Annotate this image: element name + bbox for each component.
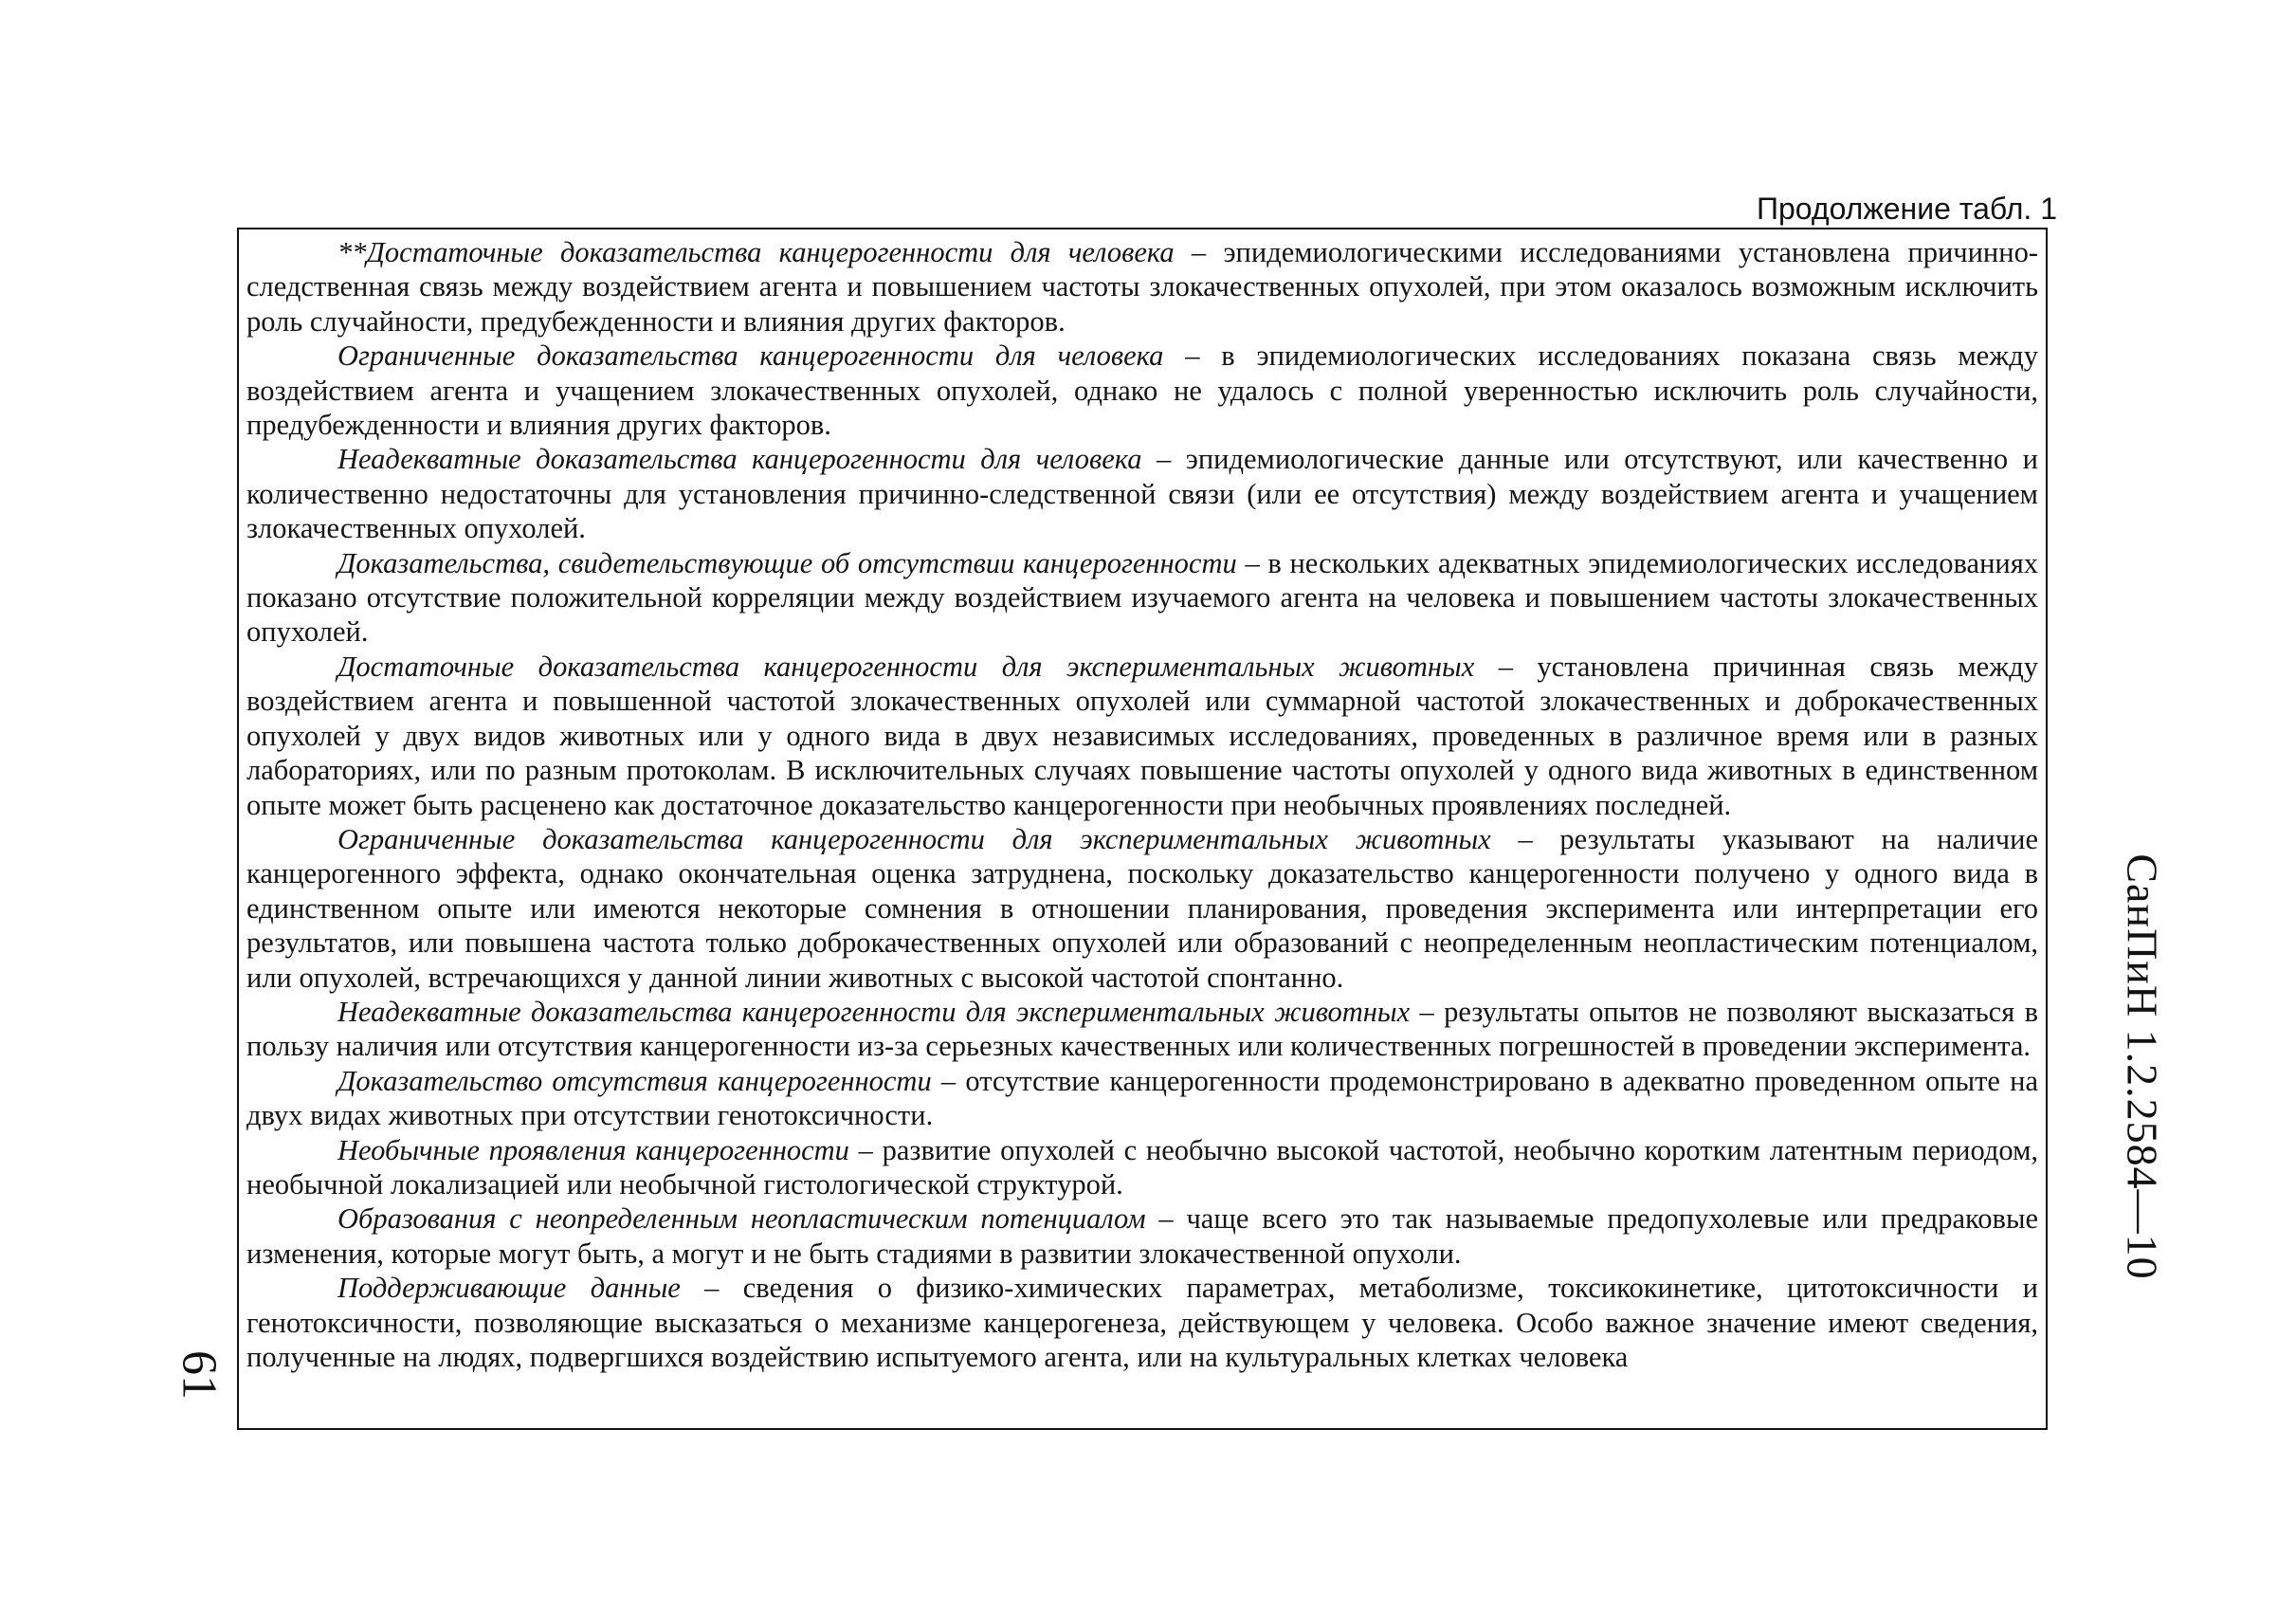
definition-term: Ограниченные доказательства канцерогенности для человека <box>337 339 1164 373</box>
definition-text: – эпидемиологические данные или отсутствуют, или качественно и количественно недостаточны для установления причинно-следственной связи (или ее отсутствия) между воздействием агента и учащением злокачественных опухолей. <box>246 443 2038 545</box>
definition-term: Доказательства, свидетельствующие об отсутствии канцерогенности <box>337 546 1237 579</box>
definition-term: Неадекватные доказательства канцерогенности для экспериментальных животных <box>337 995 1411 1028</box>
definition-text: – эпидемиологическими исследованиями установлена причинно-следственная связь между воздействием агента и повышением частоты злокачественных опухолей, при этом оказалось возможным исключить роль случайности, предубежденности и влияния других факторов. <box>246 236 2038 338</box>
definition-text: – результаты опытов не позволяют высказаться в пользу наличия или отсутствия канцерогенности из-за серьезных качественных или количественных погрешностей в проведении эксперимента. <box>246 995 2038 1063</box>
definition-paragraph <box>246 1271 2038 1374</box>
definition-paragraph <box>246 995 2038 1064</box>
definition-term: **Достаточные доказательства канцерогенности для человека <box>337 236 1175 268</box>
definitions-table <box>237 228 2048 1430</box>
page-number: 61 <box>172 1350 227 1400</box>
page-number-container <box>161 1337 237 1413</box>
definition-term: Необычные проявления канцерогенности <box>337 1133 849 1166</box>
definition-paragraph <box>246 1064 2038 1133</box>
definition-paragraph <box>246 442 2038 545</box>
definition-text: – чаще всего это так называемые предопухолевые или предраковые изменения, которые могут быть, а могут и не быть стадиями в развитии злокачественной опухоли. <box>246 1202 2038 1270</box>
definition-paragraph <box>246 235 2038 339</box>
definition-paragraph <box>246 339 2038 442</box>
definition-text: – установлена причинная связь между воздействием агента и повышенной частотой злокачественных опухолей или суммарной частотой злокачественных и доброкачественных опухолей у двух видов животных или у одного вида в двух независимых исследованиях, проведенных в различное время или в разных лабораториях, или по разным протоколам. В исключительных случаях повышение частоты опухолей у одного вида животных в единственном опыте может быть расценено как достаточное доказательство канцерогенности при необычных проявлениях последней. <box>246 650 2038 821</box>
definition-term: Доказательство отсутствия канцерогенности <box>337 1064 932 1097</box>
definition-paragraph <box>246 546 2038 650</box>
definition-term: Поддерживающие данные <box>337 1272 681 1305</box>
definition-text: – результаты указывают на наличие канцерогенного эффекта, однако окончательная оценка затруднена, поскольку доказательство канцерогенности получено у одного вида в единственном опыте или имеются некоторые сомнения в отношении планирования, проведения эксперимента или интерпретации его результатов, или повышена частота только доброкачественных опухолей или образований с неопределенным неопластическим потенциалом, или опухолей, встречающихся у данной линии животных с высокой частотой спонтанно. <box>246 822 2038 994</box>
definition-text: – сведения о физико-химических параметрах, метаболизме, токсикокинетике, цитотоксичности и генотоксичности, позволяющие высказаться о механизме канцерогенеза, действующем у человека. Особо важное значение имеют сведения, полученные на людях, подвергшихся воздействию испытуемого агента, или на культуральных клетках человека <box>246 1272 2038 1373</box>
definition-text: – в эпидемиологических исследованиях показана связь между воздействием агента и учащением злокачественных опухолей, однако не удалось с полной уверенностью исключить роль случайности, предубежденности и влияния других факторов. <box>246 339 2039 442</box>
definition-term: Достаточные доказательства канцерогенности для экспериментальных животных <box>337 650 1475 683</box>
definition-paragraph <box>246 822 2038 995</box>
document-code: СанПиН 1.2.2584—10 <box>2118 853 2167 1280</box>
definition-term: Образования с неопределенным неопластическим потенциалом <box>337 1202 1146 1236</box>
definition-term: Ограниченные доказательства канцерогенности для экспериментальных животных <box>337 822 1491 855</box>
document-code-sidebar <box>2081 853 2204 1280</box>
definition-text: – развитие опухолей с необычно высокой частотой, необычно коротким латентным периодом, необычной локализацией или необычной гистологической структурой. <box>246 1133 2038 1201</box>
definition-paragraph <box>246 650 2038 822</box>
definition-paragraph <box>246 1133 2038 1202</box>
definition-paragraph <box>246 1201 2038 1271</box>
table-caption: Продолжение табл. 1 <box>1757 192 2057 226</box>
definition-text: – в нескольких адекватных эпидемиологических исследованиях показано отсутствие положительной корреляции между воздействием изучаемого агента на человека и повышением частоты злокачественных опухолей. <box>246 546 2038 649</box>
definition-term: Неадекватные доказательства канцерогенности для человека <box>337 443 1142 476</box>
definition-text: – отсутствие канцерогенности продемонстрировано в адекватно проведенном опыте на двух видах животных при отсутствии генотоксичности. <box>246 1064 2038 1132</box>
